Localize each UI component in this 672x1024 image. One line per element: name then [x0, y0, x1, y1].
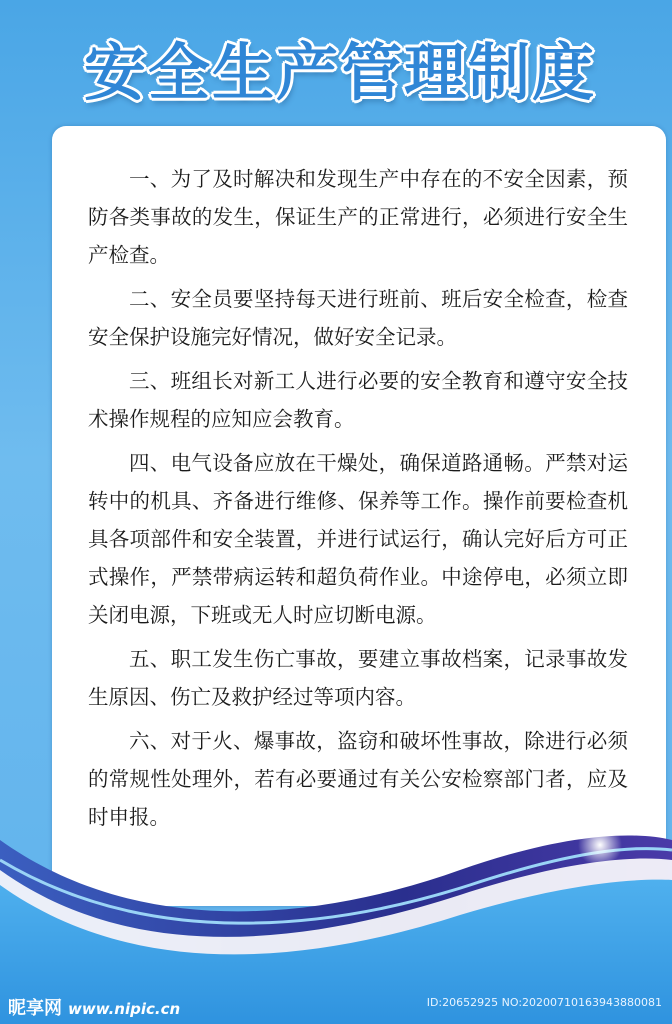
paragraph-6: 六、对于火、爆事故，盗窃和破坏性事故，除进行必须的常规性处理外，若有必要通过有关公安检察部门者，应及时申报。: [88, 729, 628, 829]
page-title: 安全生产管理制度: [84, 36, 597, 109]
watermark-site: www.nipic.cn: [68, 1000, 181, 1018]
watermark-logo-text: 昵享网: [8, 998, 62, 1019]
paragraph-3: 三、班组长对新工人进行必要的安全教育和遵守安全技术操作规程的应知应会教育。: [88, 369, 628, 431]
paragraph-4: 四、电气设备应放在干燥处，确保道路通畅。严禁对运转中的机具、齐备进行维修、保养等工作。操作前要检查机具各项部件和安全装置，并进行试运行，确认完好后方可正式操作，严禁带病运转和超负荷作业。中途停电，必须立即关闭电源，下班或无人时应切断电源。: [88, 451, 628, 627]
paragraph-2: 二、安全员要坚持每天进行班前、班后安全检查，检查安全保护设施完好情况，做好安全记录。: [88, 287, 628, 349]
watermark-logo: [8, 994, 180, 1020]
paragraph-5: 五、职工发生伤亡事故，要建立事故档案，记录事故发生原因、伤亡及救护经过等项内容。: [88, 647, 628, 709]
decorative-wave: [0, 800, 672, 1024]
paragraph-1: 一、为了及时解决和发现生产中存在的不安全因素，预防各类事故的发生，保证生产的正常进行，必须进行安全生产检查。: [88, 167, 628, 267]
regulation-text: [88, 160, 628, 842]
watermark-id: ID:20652925 NO:20200710163943880081: [426, 996, 662, 1009]
